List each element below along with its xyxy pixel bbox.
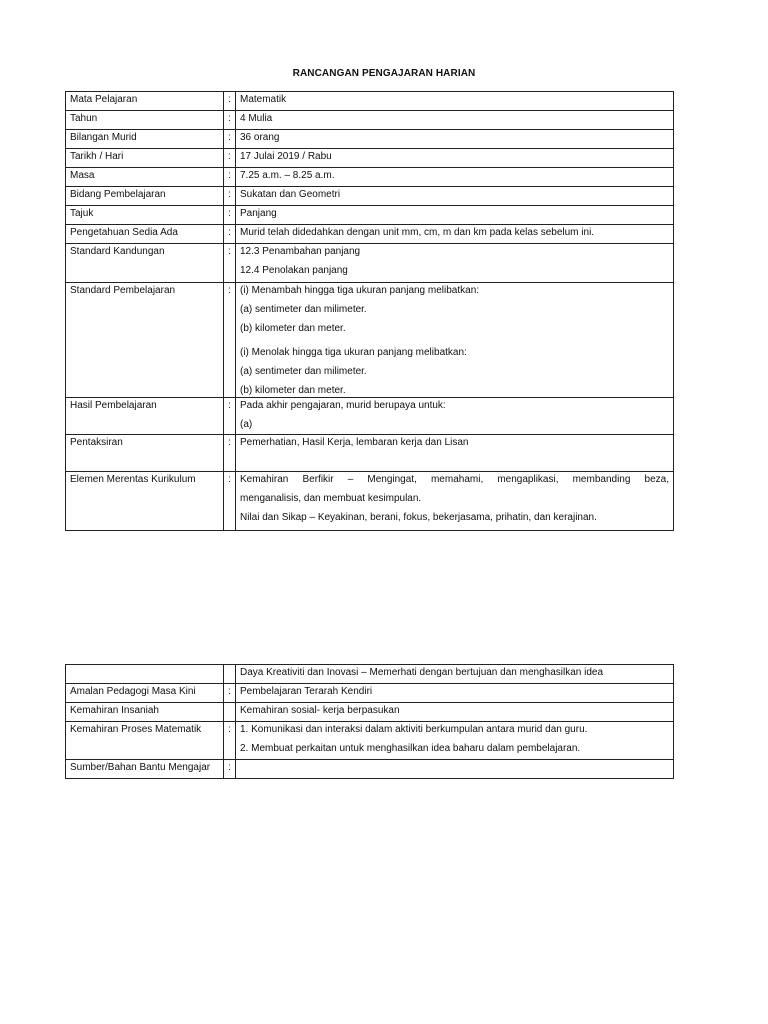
value-masa: 7.25 a.m. – 8.25 a.m. [236,168,674,187]
value-pentaksiran: Pemerhatian, Hasil Kerja, lembaran kerja dan Lisan [236,435,674,472]
label-tahun: Tahun [66,111,224,130]
colon: : [224,206,236,225]
colon: : [224,149,236,168]
sp-group2-line: (a) sentimeter dan milimeter. [240,366,367,377]
value-bilangan-murid: 36 orang [236,130,674,149]
hasil-pembelajaran-line: Pada akhir pengajaran, murid berupaya untuk: [240,400,446,411]
label-kemahiran-proses-matematik: Kemahiran Proses Matematik [66,722,224,760]
sp-group1-line: (a) sentimeter dan milimeter. [240,304,367,315]
row-kemahiran-insaniah [66,703,674,722]
row-bidang-pembelajaran [66,187,674,206]
row-masa [66,168,674,187]
sp-group2-line: (b) kilometer dan meter. [240,385,346,396]
value-amalan-pedagogi: Pembelajaran Terarah Kendiri [236,684,674,703]
colon: : [224,435,236,472]
standard-kandungan-line: 12.4 Penolakan panjang [240,265,348,276]
label-pengetahuan-sedia-ada: Pengetahuan Sedia Ada [66,225,224,244]
colon: : [224,168,236,187]
row-standard-pembelajaran [66,283,674,398]
row-pentaksiran [66,435,674,472]
colon: : [224,283,236,398]
value-kemahiran-proses-matematik [236,722,674,760]
colon: : [224,244,236,283]
value-tahun: 4 Mulia [236,111,674,130]
colon: : [224,398,236,435]
proses-matematik-line: 2. Membuat perkaitan untuk menghasilkan idea baharu dalam pembelajaran. [240,743,581,754]
value-kemahiran-insaniah: Kemahiran sosial- kerja berpasukan [236,703,674,722]
label-pentaksiran: Pentaksiran [66,435,224,472]
colon-empty [224,703,236,722]
value-standard-pembelajaran [236,283,674,398]
row-standard-kandungan [66,244,674,283]
row-daya-kreativiti [66,665,674,684]
row-tahun [66,111,674,130]
row-mata-pelajaran [66,92,674,111]
label-standard-pembelajaran: Standard Pembelajaran [66,283,224,398]
colon: : [224,111,236,130]
row-tarikh-hari [66,149,674,168]
emk-line: Nilai dan Sikap – Keyakinan, berani, fokus, bekerjasama, prihatin, dan kerajinan. [240,512,597,523]
row-sumber-bahan [66,760,674,779]
colon: : [224,187,236,206]
value-pengetahuan-sedia-ada: Murid telah didedahkan dengan unit mm, cm, m dan km pada kelas sebelum ini. [236,225,674,244]
label-bidang-pembelajaran: Bidang Pembelajaran [66,187,224,206]
label-elemen-merentas-kurikulum: Elemen Merentas Kurikulum [66,472,224,531]
value-bidang-pembelajaran: Sukatan dan Geometri [236,187,674,206]
value-elemen-merentas-kurikulum [236,472,674,531]
proses-matematik-line: 1. Komunikasi dan interaksi dalam aktiviti berkumpulan antara murid dan guru. [240,724,588,735]
sp-group1-line: (b) kilometer dan meter. [240,323,346,334]
document-title: RANCANGAN PENGAJARAN HARIAN [292,68,476,79]
lesson-plan-table [65,91,674,531]
colon: : [224,92,236,111]
colon: : [224,722,236,760]
row-kemahiran-proses-matematik [66,722,674,760]
colon-empty [224,665,236,684]
value-daya-kreativiti: Daya Kreativiti dan Inovasi – Memerhati dengan bertujuan dan menghasilkan idea [236,665,674,684]
colon: : [224,225,236,244]
value-tarikh-hari: 17 Julai 2019 / Rabu [236,149,674,168]
label-empty [66,665,224,684]
row-amalan-pedagogi [66,684,674,703]
sp-group2-line: (i) Menolak hingga tiga ukuran panjang melibatkan: [240,347,467,358]
sp-group1-line: (i) Menambah hingga tiga ukuran panjang melibatkan: [240,285,480,296]
emk-line: menganalisis, dan membuat kesimpulan. [240,493,422,504]
emk-line: Kemahiran Berfikir – Mengingat, memahami, mengaplikasi, membanding beza, [240,474,669,485]
label-sumber-bahan: Sumber/Bahan Bantu Mengajar [66,760,224,779]
value-mata-pelajaran: Matematik [236,92,674,111]
lesson-plan-table-continued [65,664,674,779]
label-tarikh-hari: Tarikh / Hari [66,149,224,168]
colon: : [224,760,236,779]
colon: : [224,684,236,703]
colon: : [224,130,236,149]
label-bilangan-murid: Bilangan Murid [66,130,224,149]
value-tajuk: Panjang [236,206,674,225]
row-hasil-pembelajaran [66,398,674,435]
label-tajuk: Tajuk [66,206,224,225]
value-sumber-bahan [236,760,674,779]
row-elemen-merentas-kurikulum [66,472,674,531]
label-standard-kandungan: Standard Kandungan [66,244,224,283]
row-bilangan-murid [66,130,674,149]
label-mata-pelajaran: Mata Pelajaran [66,92,224,111]
label-hasil-pembelajaran: Hasil Pembelajaran [66,398,224,435]
label-masa: Masa [66,168,224,187]
row-pengetahuan-sedia-ada [66,225,674,244]
label-kemahiran-insaniah: Kemahiran Insaniah [66,703,224,722]
value-hasil-pembelajaran [236,398,674,435]
standard-kandungan-line: 12.3 Penambahan panjang [240,246,361,257]
value-standard-kandungan [236,244,674,283]
row-tajuk [66,206,674,225]
label-amalan-pedagogi: Amalan Pedagogi Masa Kini [66,684,224,703]
hasil-pembelajaran-line: (a) [240,419,253,430]
colon: : [224,472,236,531]
